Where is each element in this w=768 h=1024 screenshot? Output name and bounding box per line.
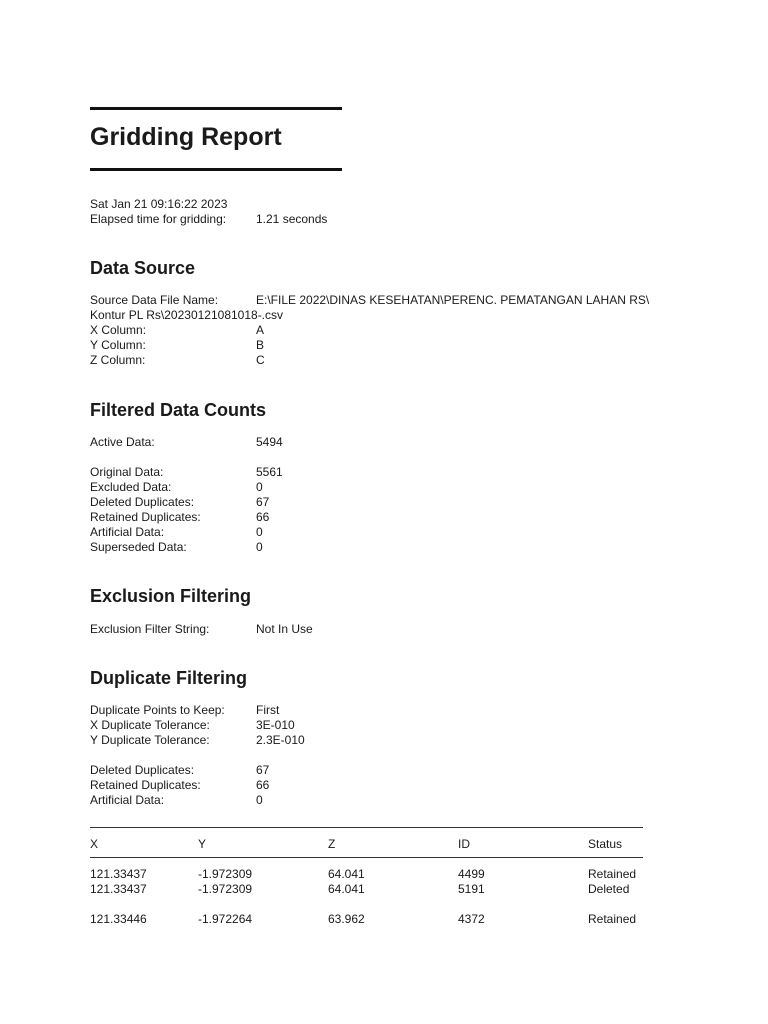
keep-value: First: [256, 703, 280, 717]
header-status: Status: [588, 837, 623, 851]
z-column-value: C: [256, 353, 265, 367]
dup-artificial-label: Artificial Data:: [90, 793, 165, 807]
x-column-value: A: [256, 323, 265, 337]
cell-status: Retained: [588, 912, 637, 926]
x-tolerance-value: 3E-010: [256, 718, 295, 732]
cell-x: 121.33437: [90, 882, 147, 896]
y-tolerance-value: 2.3E-010: [256, 733, 305, 747]
duplicate-heading: Duplicate Filtering: [90, 668, 248, 688]
cell-x: 121.33446: [90, 912, 147, 926]
cell-z: 64.041: [328, 882, 365, 896]
cell-id: 4499: [458, 867, 485, 881]
excluded-data-value: 0: [256, 480, 263, 494]
table-top-rule: [90, 827, 643, 828]
y-column-label: Y Column:: [90, 338, 146, 352]
x-tolerance-label: X Duplicate Tolerance:: [90, 718, 210, 732]
cell-status: Retained: [588, 867, 637, 881]
retained-duplicates-label: Retained Duplicates:: [90, 510, 201, 524]
deleted-duplicates-label: Deleted Duplicates:: [90, 495, 195, 509]
elapsed-value: 1.21 seconds: [256, 212, 328, 226]
active-data-value: 5494: [256, 435, 283, 449]
dup-retained-label: Retained Duplicates:: [90, 778, 201, 792]
y-column-value: B: [256, 338, 265, 352]
elapsed-label: Elapsed time for gridding:: [90, 212, 227, 226]
header-y: Y: [198, 837, 207, 851]
original-data-label: Original Data:: [90, 465, 164, 479]
cell-z: 64.041: [328, 867, 365, 881]
report-title: Gridding Report: [90, 123, 282, 151]
superseded-data-value: 0: [256, 540, 263, 554]
dup-retained-value: 66: [256, 778, 270, 792]
cell-id: 5191: [458, 882, 485, 896]
cell-y: -1.972309: [198, 867, 253, 881]
cell-status: Deleted: [588, 882, 630, 896]
retained-duplicates-value: 66: [256, 510, 270, 524]
exclusion-heading: Exclusion Filtering: [90, 586, 252, 606]
excluded-data-label: Excluded Data:: [90, 480, 172, 494]
keep-label: Duplicate Points to Keep:: [90, 703, 225, 717]
artificial-data-value: 0: [256, 525, 263, 539]
dup-deleted-value: 67: [256, 763, 270, 777]
cell-y: -1.972309: [198, 882, 253, 896]
cell-x: 121.33437: [90, 867, 147, 881]
cell-y: -1.972264: [198, 912, 253, 926]
exclusion-string-value: Not In Use: [256, 622, 313, 636]
header-x: X: [90, 837, 99, 851]
superseded-data-label: Superseded Data:: [90, 540, 187, 554]
exclusion-string-label: Exclusion Filter String:: [90, 622, 210, 636]
header-z: Z: [328, 837, 336, 851]
artificial-data-label: Artificial Data:: [90, 525, 165, 539]
source-file-value: E:\FILE 2022\DINAS KESEHATAN\PERENC. PEMATANGAN LAHAN RS\: [256, 293, 650, 307]
y-tolerance-label: Y Duplicate Tolerance:: [90, 733, 210, 747]
title-top-rule: [90, 107, 342, 110]
dup-artificial-value: 0: [256, 793, 263, 807]
title-bottom-rule: [90, 168, 342, 171]
header-id: ID: [458, 837, 470, 851]
source-file-value-cont: Kontur PL Rs\20230121081018-.csv: [90, 308, 284, 322]
x-column-label: X Column:: [90, 323, 147, 337]
table-header-rule: [90, 857, 643, 858]
cell-z: 63.962: [328, 912, 365, 926]
dup-deleted-label: Deleted Duplicates:: [90, 763, 195, 777]
data-source-heading: Data Source: [90, 258, 196, 278]
filtered-counts-heading: Filtered Data Counts: [90, 400, 267, 420]
original-data-value: 5561: [256, 465, 283, 479]
active-data-label: Active Data:: [90, 435, 155, 449]
deleted-duplicates-value: 67: [256, 495, 270, 509]
z-column-label: Z Column:: [90, 353, 146, 367]
source-file-label: Source Data File Name:: [90, 293, 219, 307]
report-date: Sat Jan 21 09:16:22 2023: [90, 197, 228, 211]
cell-id: 4372: [458, 912, 485, 926]
